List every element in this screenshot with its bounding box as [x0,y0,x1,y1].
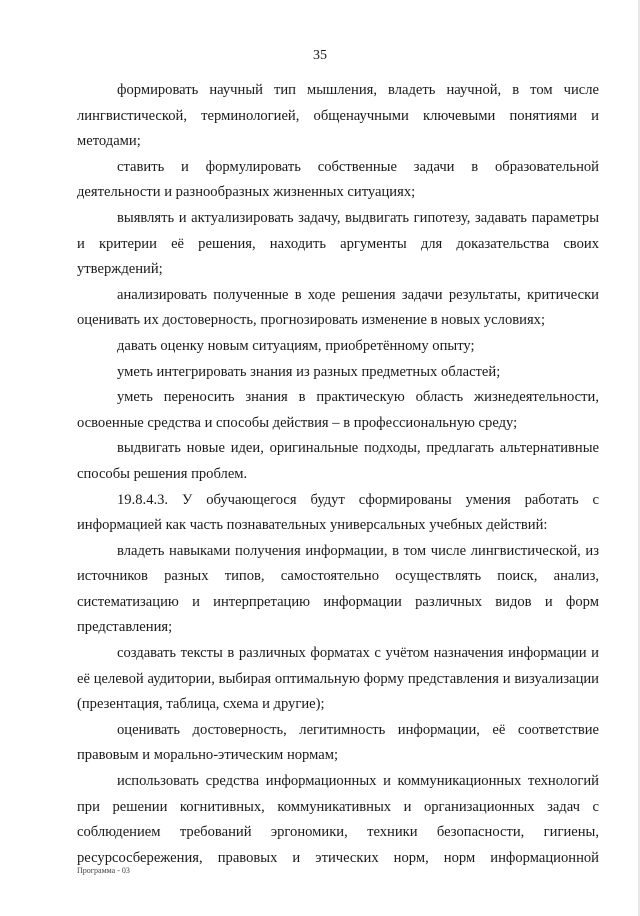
paragraph: владеть навыками получения информации, в том числе лингвистической, из источников разных типов, самостоятельно осуществлять поиск, анализ, систематизацию и интерпретацию информации различных видов и форм представления; [77,542,599,636]
paragraph: использовать средства информационных и коммуникационных технологий при решении когнитивных, коммуникативных и организационных задач с соблюдением требований эргономики, техники безопасности, гигиены, ресурсосбережения, правовых и этических норм, норм информационной [77,773,599,866]
paragraph: формировать научный тип мышления, владеть научной, в том числе лингвистической, терминологией, общенаучными ключевыми понятиями и методами; [77,82,599,150]
paragraph: уметь интегрировать знания из разных предметных областей; [117,363,501,380]
paragraph: оценивать достоверность, легитимность информации, её соответствие правовым и морально-этическим нормам; [77,721,599,764]
paragraph: анализировать полученные в ходе решения задачи результаты, критически оценивать их достоверность, прогнозировать изменение в новых условиях; [77,286,599,329]
page-number: 35 [313,48,327,63]
paragraph: ставить и формулировать собственные задачи в образовательной деятельности и разнообразных жизненных ситуациях; [77,158,599,201]
document-body [77,78,599,871]
paragraph: выявлять и актуализировать задачу, выдвигать гипотезу, задавать параметры и критерии её решения, находить аргументы для доказательства своих утверждений; [77,209,599,278]
paragraph: давать оценку новым ситуациям, приобретённому опыту; [117,337,475,354]
paragraph: создавать тексты в различных форматах с учётом назначения информации и её целевой аудитории, выбирая оптимальную форму представления и визуализации (презентация, таблица, схема и другие); [77,645,599,713]
footer-note: Программа - 03 [77,866,130,875]
paragraph: уметь переносить знания в практическую область жизнедеятельности, освоенные средства и способы действия – в профессиональную среду; [77,389,599,431]
section-paragraph: 19.8.4.3. У обучающегося будут сформированы умения работать с информацией как часть познавательных универсальных учебных действий: [77,491,599,534]
paragraph: выдвигать новые идеи, оригинальные подходы, предлагать альтернативные способы решения проблем. [77,440,599,482]
